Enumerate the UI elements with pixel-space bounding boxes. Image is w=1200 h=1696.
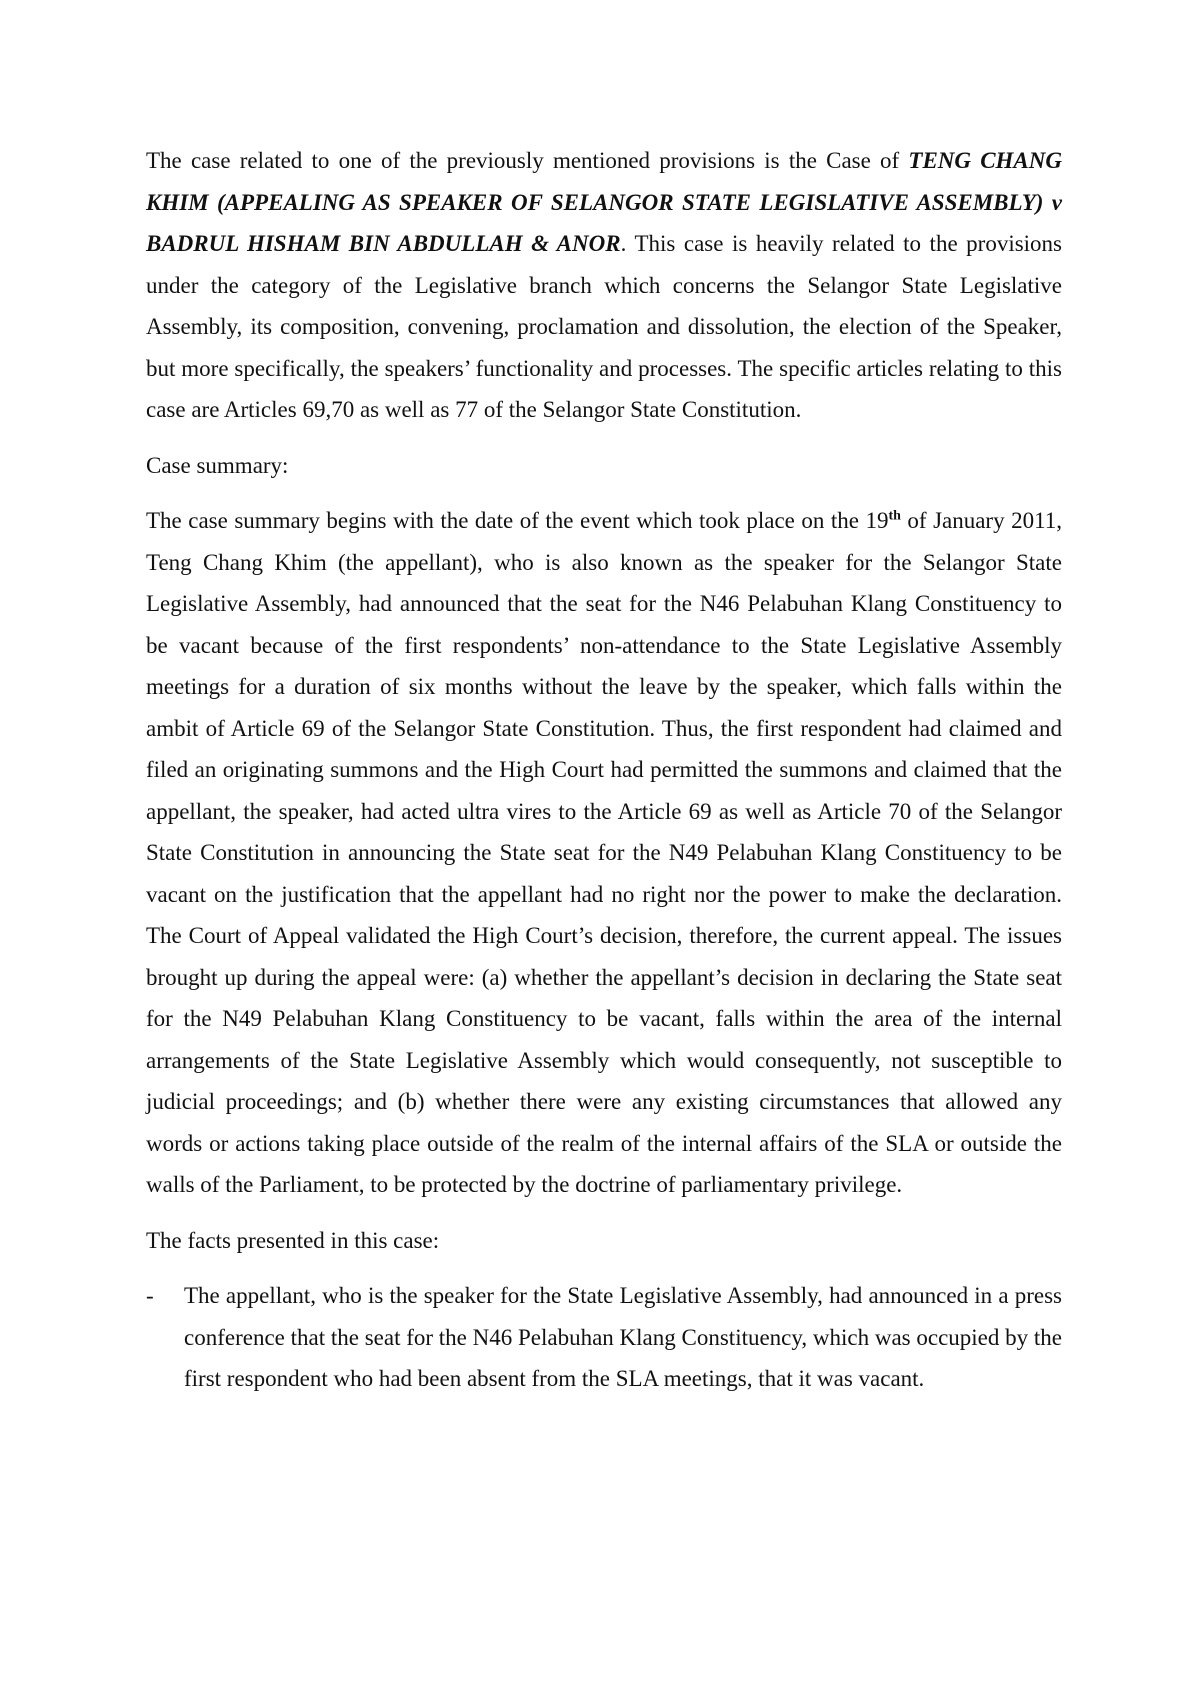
list-item: [146, 1275, 1062, 1400]
intro-paragraph: [146, 140, 1062, 431]
intro-rest: . This case is heavily related to the provisions under the category of the Legislative branch which concerns the Selangor State Legislative Assembly, its composition, convening, proclamation and dissolution, the election of the Speaker, but more specifically, the speakers’ functionality and processes. The specific articles relating to this case are Articles 69,70 as well as 77 of the Selangor State Constitution.: [146, 231, 1063, 422]
date-superscript: th: [888, 508, 901, 524]
case-title: TENG CHANG KHIM (APPEALING AS SPEAKER OF SELANGOR STATE LEGISLATIVE ASSEMBLY) v BADRUL HISHAM BIN ABDULLAH & ANOR: [146, 148, 1062, 256]
document-page: [146, 140, 1062, 1400]
summary-part-1: The case summary begins with the date of the event which took place on the 19: [146, 508, 889, 533]
fact-text: The appellant, who is the speaker for the State Legislative Assembly, had announced in a press conference that the seat for the N46 Pelabuhan Klang Constituency, which was occupied by the first respondent who had been absent from the SLA meetings, that it was vacant.: [184, 1283, 1062, 1391]
dash-marker: -: [146, 1283, 154, 1308]
intro-lead: The case related to one of the previously mentioned provisions is the Case of: [146, 148, 909, 173]
facts-list: [146, 1275, 1062, 1400]
summary-part-2: of January 2011, Teng Chang Khim (the appellant), who is also known as the speaker for the Selangor State Legislative Assembly, had announced that the seat for the N46 Pelabuhan Klang Constituency to be vacant because of the first respondents’ non-attendance to the State Legislative Assembly meetings for a duration of six months without the leave by the speaker, which falls within the ambit of Article 69 of the Selangor State Constitution. Thus, the first respondent had claimed and filed an originating summons and the High Court had permitted the summons and claimed that the appellant, the speaker, had acted ultra vires to the Article 69 as well as Article 70 of the Selangor State Constitution in announcing the State seat for the N49 Pelabuhan Klang Constituency to be vacant on the justification that the appellant had no right nor the power to make the declaration. The Court of Appeal validated the High Court’s decision, therefore, the current appeal. The issues brought up during the appeal were: (a) whether the appellant’s decision in declaring the State seat for the N49 Pelabuhan Klang Constituency to be vacant, falls within the area of the internal arrangements of the State Legislative Assembly which would consequently, not susceptible to judicial proceedings; and (b) whether there were any existing circumstances that allowed any words or actions taking place outside of the realm of the internal affairs of the SLA or outside the walls of the Parliament, to be protected by the doctrine of parliamentary privilege.: [146, 508, 1062, 1197]
facts-heading: The facts presented in this case:: [146, 1227, 440, 1253]
case-summary-heading: Case summary:: [146, 452, 289, 478]
case-summary-paragraph: [146, 500, 1062, 1206]
